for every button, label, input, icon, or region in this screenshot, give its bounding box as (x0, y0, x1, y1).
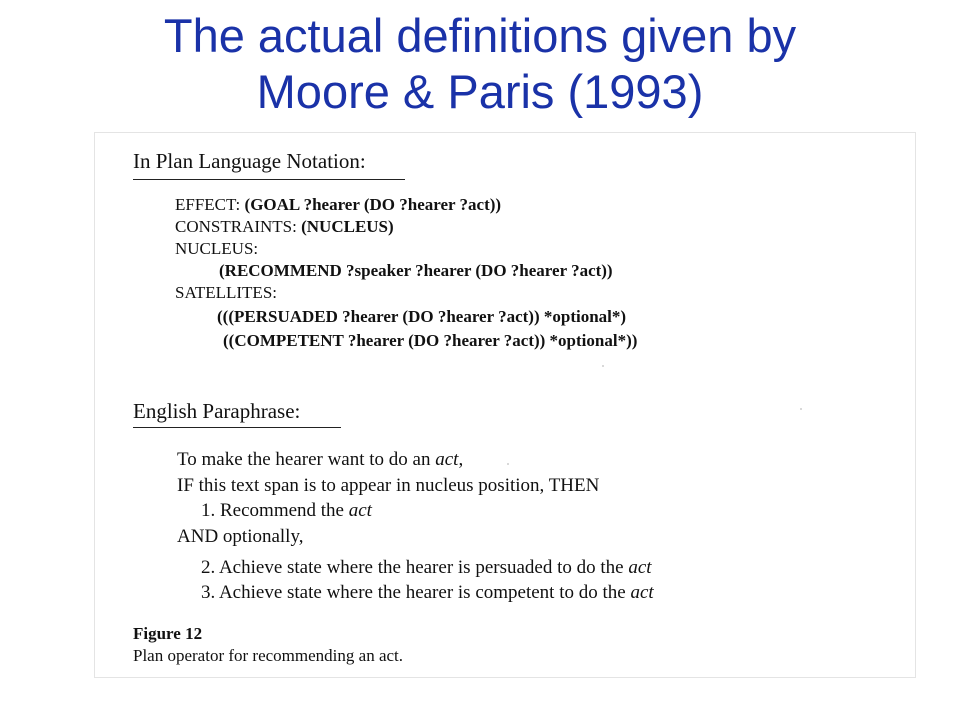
constraints-line (175, 217, 394, 237)
paraphrase-line-4-text: AND optionally, (177, 526, 304, 547)
satellite-line-1 (217, 307, 626, 327)
figure-label: Figure 12 (133, 624, 203, 643)
paraphrase-line-5-text: 2. Achieve state where the hearer is persuaded to do the (201, 557, 629, 578)
scan-speck (602, 365, 604, 367)
paraphrase-line-2-text: IF this text span is to appear in nucleus position, THEN (177, 475, 600, 496)
paraphrase-line-2 (177, 475, 599, 497)
english-paraphrase-rule (133, 427, 341, 428)
effect-label: EFFECT: (175, 195, 241, 214)
satellite-2: ((COMPETENT ?hearer (DO ?hearer ?act)) *optional*)) (223, 331, 638, 350)
act-term: act (348, 500, 372, 521)
scanned-figure (94, 132, 916, 678)
paraphrase-line-5 (201, 557, 652, 579)
slide-title-line2: Moore & Paris (1993) (256, 65, 704, 118)
satellite-1: (((PERSUADED ?hearer (DO ?hearer ?act)) *optional*) (217, 307, 627, 326)
english-paraphrase-heading: English Paraphrase: (133, 399, 301, 423)
effect-line (175, 195, 501, 215)
paraphrase-line-3-text: 1. Recommend the (201, 500, 349, 521)
paraphrase-line-3 (201, 500, 372, 522)
paraphrase-line-1-text: To make the hearer want to do an (177, 449, 436, 470)
nucleus-value-line (219, 261, 613, 281)
satellite-line-2 (223, 331, 637, 351)
scan-speck (800, 408, 802, 410)
nucleus-value: (RECOMMEND ?speaker ?hearer (DO ?hearer ?act)) (219, 261, 613, 280)
paraphrase-line-1-end: , (458, 449, 464, 470)
nucleus-line (175, 239, 258, 259)
plan-notation-rule (133, 179, 405, 180)
act-term: act (628, 557, 652, 578)
satellites-line (175, 283, 277, 303)
paraphrase-line-6 (201, 582, 654, 604)
paraphrase-line-4 (177, 526, 303, 548)
plan-notation-heading: In Plan Language Notation: (133, 149, 366, 173)
satellites-label: SATELLITES: (175, 283, 277, 302)
effect-value: (GOAL ?hearer (DO ?hearer ?act)) (244, 195, 502, 214)
act-term: act (630, 582, 654, 603)
act-term: act (435, 449, 459, 470)
figure-caption: Plan operator for recommending an act. (133, 646, 404, 665)
slide-title (0, 8, 960, 120)
paraphrase-line-6-text: 3. Achieve state where the hearer is competent to do the (201, 582, 631, 603)
scan-speck (507, 463, 509, 465)
nucleus-label: NUCLEUS: (175, 239, 259, 258)
constraints-value: (NUCLEUS) (301, 217, 394, 236)
paraphrase-line-1 (177, 449, 463, 471)
slide-title-line1: The actual definitions given by (163, 9, 797, 62)
constraints-label: CONSTRAINTS: (175, 217, 297, 236)
